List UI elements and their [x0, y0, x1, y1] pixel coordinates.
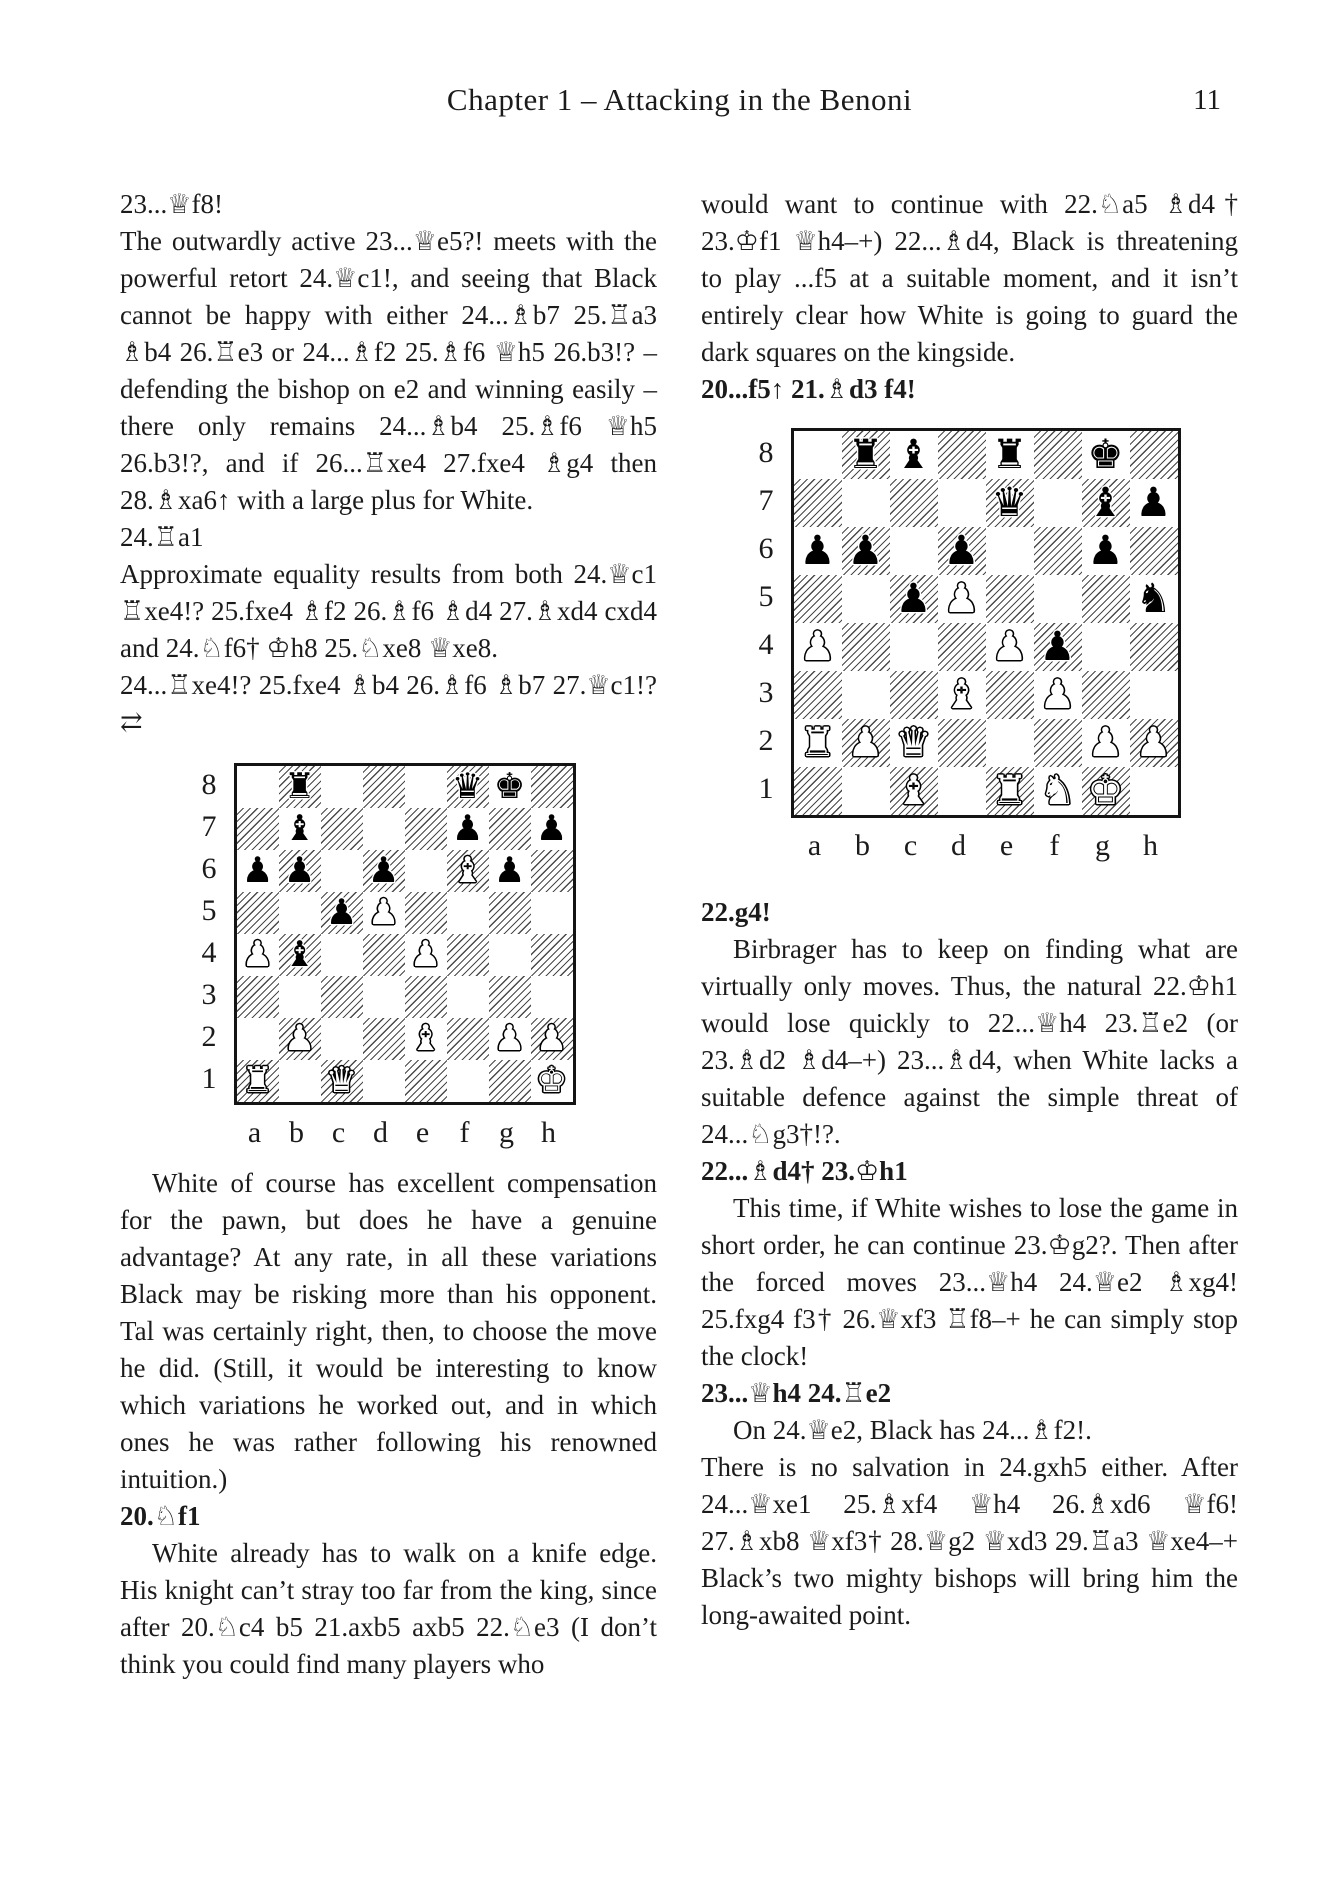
piece-square — [447, 766, 489, 808]
file-label: g — [499, 1116, 514, 1149]
piece-square — [890, 719, 938, 767]
black-pawn: ♟︎ — [799, 526, 836, 574]
white-king: ♚︎ — [1087, 766, 1124, 814]
empty-square — [1082, 623, 1130, 671]
empty-square — [842, 623, 890, 671]
rank-label: 4 — [201, 935, 217, 969]
empty-square — [489, 892, 531, 934]
file-label: h — [1143, 829, 1158, 862]
black-pawn: ♟︎ — [283, 850, 316, 892]
white-pawn: ♟︎ — [1039, 670, 1076, 718]
piece-square — [405, 934, 447, 976]
piece-square — [531, 1060, 573, 1102]
white-pawn: ♟︎ — [493, 1018, 526, 1060]
black-queen: ♛︎ — [991, 478, 1028, 526]
white-pawn: ♟︎ — [1135, 718, 1172, 766]
file-label: e — [999, 829, 1014, 862]
commentary-paragraph: There is no salvation in 24.gxh5 either. After 24...♕xe1 25.♗xf4 ♕h4 26.♗xd6 ♕f6! 27.♗xb8 ♕xf3† 28.♕g2 ♕xd3 29.♖a3 ♕xe4–+ Black’s two mighty bishops will bring him the long-awaited point. — [701, 1452, 1238, 1630]
rank-labels — [202, 763, 234, 1105]
empty-square — [321, 934, 363, 976]
empty-square — [1034, 431, 1082, 479]
file-labels — [791, 827, 1181, 864]
commentary-paragraph: Birbrager has to keep on finding what are virtually only moves. Thus, the natural 22.♔h1 would lose quickly to 22...♕h4 23.♖e2 (or 23.♗d2 ♗d4–+) 23...♗d4, when White lacks a suitable defence against the simple threat of 24...♘g3†!?. — [701, 934, 1238, 1149]
white-bishop: ♝︎ — [895, 766, 932, 814]
empty-square — [1034, 575, 1082, 623]
piece-square — [842, 527, 890, 575]
empty-square — [489, 808, 531, 850]
empty-square — [279, 1060, 321, 1102]
variation-paragraph: Approximate equality results from both 24.♕c1 ♖xe4!? 25.fxe4 ♗f2 26.♗f6 ♗d4 27.♗xd4 cxd4 and 24.♘f6† ♔h8 25.♘xe8 ♕xe8. — [120, 559, 657, 663]
white-rook: ♜︎ — [241, 1060, 274, 1102]
move-heading: 22...♗d4† 23.♔h1 — [701, 1156, 908, 1186]
left-column — [120, 186, 657, 1683]
empty-square — [938, 623, 986, 671]
empty-square — [531, 766, 573, 808]
chess-board — [234, 763, 576, 1105]
rank-label: 3 — [201, 977, 217, 1011]
piece-square — [1130, 575, 1178, 623]
empty-square — [938, 479, 986, 527]
file-label: a — [247, 1116, 262, 1149]
black-rook: ♜︎ — [991, 430, 1028, 478]
black-pawn: ♟︎ — [367, 850, 400, 892]
empty-square — [1082, 575, 1130, 623]
piece-square — [986, 623, 1034, 671]
commentary-paragraph: would want to continue with 22.♘a5 ♗d4† 23.♔f1 ♕h4–+) 22...♗d4, Black is threatening to play ...f5 at a suitable moment, and it isn’t entirely clear how White is going to guard the dark squares on the kingside. — [701, 189, 1238, 367]
white-pawn: ♟︎ — [535, 1018, 568, 1060]
piece-square — [237, 850, 279, 892]
page-number: 11 — [1193, 84, 1221, 116]
file-label: a — [807, 829, 822, 862]
piece-square — [489, 766, 531, 808]
piece-square — [1082, 719, 1130, 767]
empty-square — [986, 527, 1034, 575]
piece-square — [447, 808, 489, 850]
empty-square — [531, 850, 573, 892]
empty-square — [279, 976, 321, 1018]
file-label: d — [951, 829, 966, 862]
piece-square — [237, 1060, 279, 1102]
piece-square — [531, 808, 573, 850]
empty-square — [237, 892, 279, 934]
empty-square — [1034, 719, 1082, 767]
move-line: 24.♖a1 — [120, 522, 204, 552]
mainline-moves: 24...♖xe4!? 25.fxe4 ♗b4 26.♗f6 ♗b7 27.♕c1!?⇄ — [120, 670, 657, 737]
empty-square — [531, 892, 573, 934]
piece-square — [1130, 479, 1178, 527]
black-king: ♚︎ — [1087, 430, 1124, 478]
black-knight: ♞︎ — [1135, 574, 1172, 622]
right-column — [701, 186, 1238, 1683]
piece-square — [986, 479, 1034, 527]
empty-square — [447, 934, 489, 976]
piece-square — [279, 766, 321, 808]
white-rook: ♜︎ — [991, 766, 1028, 814]
empty-square — [405, 976, 447, 1018]
black-pawn: ♟︎ — [535, 808, 568, 850]
empty-square — [489, 976, 531, 1018]
black-bishop: ♝︎ — [283, 934, 316, 976]
rank-label: 8 — [758, 435, 774, 469]
empty-square — [363, 976, 405, 1018]
piece-square — [1082, 767, 1130, 815]
commentary-paragraph: On 24.♕e2, Black has 24...♗f2!. — [733, 1415, 1092, 1445]
file-label: f — [459, 1116, 470, 1149]
black-bishop: ♝︎ — [283, 808, 316, 850]
black-pawn: ♟︎ — [493, 850, 526, 892]
white-queen: ♛︎ — [325, 1060, 358, 1102]
file-label: c — [903, 829, 918, 862]
piece-square — [890, 431, 938, 479]
empty-square — [237, 766, 279, 808]
black-pawn: ♟︎ — [847, 526, 884, 574]
move-heading: 22.g4! — [701, 897, 771, 927]
empty-square — [321, 1018, 363, 1060]
rank-label: 5 — [758, 579, 774, 613]
empty-square — [405, 850, 447, 892]
file-labels — [234, 1114, 576, 1151]
empty-square — [321, 976, 363, 1018]
piece-square — [1130, 719, 1178, 767]
rank-label: 2 — [758, 723, 774, 757]
piece-square — [279, 850, 321, 892]
white-pawn: ♟︎ — [991, 622, 1028, 670]
piece-square — [531, 1018, 573, 1060]
move-heading: 20.♘f1 — [120, 1501, 201, 1531]
piece-square — [890, 575, 938, 623]
empty-square — [321, 850, 363, 892]
empty-square — [321, 766, 363, 808]
black-pawn: ♟︎ — [943, 526, 980, 574]
white-pawn: ♟︎ — [367, 892, 400, 934]
rank-label: 8 — [201, 767, 217, 801]
black-pawn: ♟︎ — [1135, 478, 1172, 526]
white-bishop: ♝︎ — [409, 1018, 442, 1060]
black-bishop: ♝︎ — [895, 430, 932, 478]
empty-square — [842, 767, 890, 815]
empty-square — [405, 766, 447, 808]
white-bishop: ♝︎ — [451, 850, 484, 892]
file-label: b — [289, 1116, 304, 1149]
empty-square — [237, 808, 279, 850]
piece-square — [986, 767, 1034, 815]
file-label: b — [855, 829, 870, 862]
white-king: ♚︎ — [535, 1060, 568, 1102]
piece-square — [447, 850, 489, 892]
file-label: e — [415, 1116, 430, 1149]
black-rook: ♜︎ — [847, 430, 884, 478]
empty-square — [794, 767, 842, 815]
empty-square — [489, 1060, 531, 1102]
empty-square — [363, 1060, 405, 1102]
empty-square — [237, 1018, 279, 1060]
empty-square — [363, 934, 405, 976]
empty-square — [405, 808, 447, 850]
piece-square — [842, 719, 890, 767]
white-knight: ♞︎ — [1039, 766, 1076, 814]
piece-square — [1034, 671, 1082, 719]
empty-square — [363, 1018, 405, 1060]
chess-diagram-1 — [202, 763, 576, 1151]
rank-label: 6 — [758, 531, 774, 565]
rank-label: 6 — [201, 851, 217, 885]
variation-paragraph: The outwardly active 23...♕e5?! meets with the powerful retort 24.♕c1!, and seeing that Black cannot be happy with either 24...♗b7 25.♖a3 ♗b4 26.♖e3 or 24...♗f2 25.♗f6 ♕h5 26.b3!? – defending the bishop on e2 and winning easily – there only remains 24...♗b4 25.♗f6 ♕h5 26.b3!?, and if 26...♖xe4 27.fxe4 ♗g4 then 28.♗xa6↑ with a large plus for White. — [120, 226, 657, 515]
piece-square — [279, 934, 321, 976]
white-rook: ♜︎ — [799, 718, 836, 766]
empty-square — [890, 623, 938, 671]
empty-square — [794, 479, 842, 527]
empty-square — [1130, 431, 1178, 479]
empty-square — [794, 431, 842, 479]
piece-square — [938, 575, 986, 623]
piece-square — [279, 1018, 321, 1060]
white-pawn: ♟︎ — [283, 1018, 316, 1060]
piece-square — [279, 808, 321, 850]
empty-square — [447, 976, 489, 1018]
piece-square — [489, 1018, 531, 1060]
piece-square — [938, 527, 986, 575]
file-label: f — [1049, 829, 1060, 862]
commentary-paragraph: This time, if White wishes to lose the game in short order, he can continue 23.♔g2?. Then after the forced moves 23...♕h4 24.♕e2 ♗xg4! 25.fxg4 f3† 26.♕xf3 ♖f8–+ he can simply stop the clock! — [701, 1193, 1238, 1371]
piece-square — [363, 850, 405, 892]
piece-square — [794, 623, 842, 671]
empty-square — [842, 671, 890, 719]
white-pawn: ♟︎ — [847, 718, 884, 766]
empty-square — [1130, 527, 1178, 575]
commentary-paragraph: White already has to walk on a knife edge. His knight can’t stray too far from the king, since after 20.♘c4 b5 21.axb5 axb5 22.♘e3 (I don’t think you could find many players who — [120, 1538, 657, 1679]
empty-square — [1130, 671, 1178, 719]
piece-square — [842, 431, 890, 479]
black-pawn: ♟︎ — [241, 850, 274, 892]
piece-square — [1082, 479, 1130, 527]
move-heading: 20...f5↑ 21.♗d3 f4! — [701, 374, 916, 404]
piece-square — [321, 892, 363, 934]
empty-square — [986, 575, 1034, 623]
rank-label: 3 — [758, 675, 774, 709]
empty-square — [1130, 623, 1178, 671]
empty-square — [890, 527, 938, 575]
chapter-title: Chapter 1 – Attacking in the Benoni — [446, 82, 913, 117]
empty-square — [938, 431, 986, 479]
empty-square — [447, 892, 489, 934]
rank-label: 2 — [201, 1019, 217, 1053]
empty-square — [447, 1060, 489, 1102]
file-label: d — [373, 1116, 388, 1149]
rank-label: 7 — [201, 809, 217, 843]
white-bishop: ♝︎ — [943, 670, 980, 718]
black-pawn: ♟︎ — [451, 808, 484, 850]
rank-label: 7 — [758, 483, 774, 517]
black-bishop: ♝︎ — [1087, 478, 1124, 526]
empty-square — [363, 808, 405, 850]
white-pawn: ♟︎ — [241, 934, 274, 976]
rank-label: 4 — [758, 627, 774, 661]
black-pawn: ♟︎ — [895, 574, 932, 622]
empty-square — [531, 934, 573, 976]
commentary-paragraph: White of course has excellent compensation for the pawn, but does he have a genuine advantage? At any rate, in all these variations Black may be risking more than his opponent. Tal was certainly right, then, to choose the move he did. (Still, it would be interesting to know which variations he worked out, and in which ones he was rather following his renowned intuition.) — [120, 1168, 657, 1494]
black-pawn: ♟︎ — [325, 892, 358, 934]
white-pawn: ♟︎ — [943, 574, 980, 622]
piece-square — [405, 1018, 447, 1060]
empty-square — [1034, 527, 1082, 575]
move-heading: 23...♕h4 24.♖e2 — [701, 1378, 892, 1408]
empty-square — [531, 976, 573, 1018]
rank-label: 1 — [201, 1061, 217, 1095]
piece-square — [363, 892, 405, 934]
white-pawn: ♟︎ — [1087, 718, 1124, 766]
text-columns — [120, 186, 1238, 1683]
empty-square — [279, 892, 321, 934]
black-rook: ♜︎ — [283, 766, 316, 808]
chess-board — [791, 428, 1181, 818]
chess-diagram-2 — [759, 428, 1181, 864]
piece-square — [237, 934, 279, 976]
piece-square — [321, 1060, 363, 1102]
black-king: ♚︎ — [493, 766, 526, 808]
rank-label: 5 — [201, 893, 217, 927]
file-label: c — [331, 1116, 346, 1149]
empty-square — [1082, 671, 1130, 719]
piece-square — [1082, 527, 1130, 575]
empty-square — [363, 766, 405, 808]
white-pawn: ♟︎ — [409, 934, 442, 976]
white-queen: ♛︎ — [895, 718, 932, 766]
piece-square — [1034, 623, 1082, 671]
piece-square — [489, 850, 531, 892]
piece-square — [986, 431, 1034, 479]
piece-square — [938, 671, 986, 719]
empty-square — [986, 671, 1034, 719]
file-label: h — [541, 1116, 556, 1149]
empty-square — [842, 479, 890, 527]
running-head — [120, 80, 1239, 120]
black-pawn: ♟︎ — [1039, 622, 1076, 670]
black-queen: ♛︎ — [451, 766, 484, 808]
move-line: 23...♕f8! — [120, 189, 223, 219]
black-pawn: ♟︎ — [1087, 526, 1124, 574]
empty-square — [890, 479, 938, 527]
empty-square — [1034, 479, 1082, 527]
empty-square — [489, 934, 531, 976]
empty-square — [986, 719, 1034, 767]
empty-square — [237, 976, 279, 1018]
empty-square — [938, 719, 986, 767]
empty-square — [842, 575, 890, 623]
rank-labels — [759, 428, 791, 818]
piece-square — [890, 767, 938, 815]
piece-square — [1034, 767, 1082, 815]
empty-square — [447, 1018, 489, 1060]
rank-label: 1 — [758, 771, 774, 805]
empty-square — [938, 767, 986, 815]
empty-square — [405, 892, 447, 934]
piece-square — [794, 719, 842, 767]
empty-square — [794, 575, 842, 623]
piece-square — [1082, 431, 1130, 479]
empty-square — [890, 671, 938, 719]
white-pawn: ♟︎ — [799, 622, 836, 670]
empty-square — [405, 1060, 447, 1102]
piece-square — [794, 527, 842, 575]
empty-square — [321, 808, 363, 850]
file-label: g — [1095, 829, 1110, 862]
empty-square — [794, 671, 842, 719]
empty-square — [1130, 767, 1178, 815]
